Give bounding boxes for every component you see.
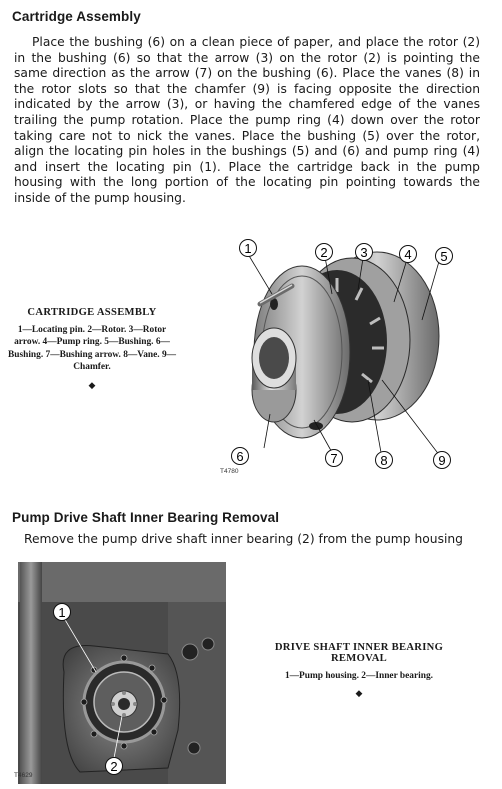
figure-number-t4629: T4629 <box>14 772 33 779</box>
callout-7 <box>326 450 343 467</box>
callout-9-label: 9 <box>438 453 446 468</box>
figure-caption-legend: 1—Locating pin. 2—Rotor. 3—Rotor arrow. 4—Pump ring. 5—Bushing. 6—Bushing. 7—Bushing arrow. 8—Vane. 9—Chamfer. <box>8 325 177 373</box>
callout-9 <box>434 452 451 469</box>
callout-1-label: 1 <box>244 241 252 256</box>
callout-1 <box>54 604 71 621</box>
pump-housing-photo <box>14 562 226 784</box>
callout-6-label: 6 <box>236 449 244 464</box>
pump-housing-illustration <box>18 562 226 784</box>
callout-7-label: 7 <box>330 451 338 466</box>
callout-5 <box>436 248 453 265</box>
callout-6 <box>232 448 249 465</box>
section-heading-cartridge-assembly: Cartridge Assembly <box>12 9 141 24</box>
caption-end-mark: ◆ <box>88 379 96 390</box>
cartridge-assembly-caption <box>8 307 176 391</box>
bearing-removal-text: Remove the pump drive shaft inner bearing (2) from the pump housing <box>24 532 463 546</box>
callout-1-label: 1 <box>58 605 66 620</box>
figure-caption-title: CARTRIDGE ASSEMBLY <box>27 307 157 318</box>
callout-5-label: 5 <box>440 249 448 264</box>
callout-2-label: 2 <box>320 245 328 260</box>
cartridge-assembly-text: Place the bushing (6) on a clean piece of paper, and place the rotor (2) in the bushing (6) so that the arrow (3) on the rotor (2) is pointing the same direction as the arrow (7) on the bushing (6). Place the vanes (8) in the rotor slots so that the chamfer (9) is facing opposite the direction indicated by the arrow (3), or having the chamfered edge of the vanes trailing the pump rotation. Place the pump ring (4) down over the rotor taking care not to nick the vanes. Place the bushing (5) over the rotor, align the locating pin holes in the bushings (5) and (6) and pump ring (4) and insert the locating pin (1). Place the cartridge back in the pump housing with the long portion of the locating pin pointing towards the inside of the pump housing. <box>14 35 480 205</box>
caption-end-mark: ◆ <box>355 688 363 699</box>
callout-2 <box>106 758 123 775</box>
section-heading-bearing-removal: Pump Drive Shaft Inner Bearing Removal <box>12 510 280 525</box>
callout-3-label: 3 <box>360 245 368 260</box>
figure-caption-legend: 1—Pump housing. 2—Inner bearing. <box>284 671 434 681</box>
callout-4 <box>400 246 417 263</box>
bearing-removal-caption <box>250 642 468 699</box>
callout-4-label: 4 <box>404 247 412 262</box>
callout-8 <box>376 452 393 469</box>
callout-2 <box>316 244 333 261</box>
figure-caption-title: DRIVE SHAFT INNER BEARING REMOVAL <box>274 642 444 664</box>
cartridge-assembly-illustration <box>212 230 482 480</box>
cartridge-assembly-photo <box>212 230 482 480</box>
bearing-removal-paragraph <box>24 532 484 548</box>
callout-1 <box>240 240 257 257</box>
callout-3 <box>356 244 373 261</box>
callout-8-label: 8 <box>380 453 388 468</box>
figure-number-t4780: T4780 <box>220 468 239 475</box>
cartridge-assembly-paragraph <box>14 35 480 207</box>
callout-2-label: 2 <box>110 759 118 774</box>
